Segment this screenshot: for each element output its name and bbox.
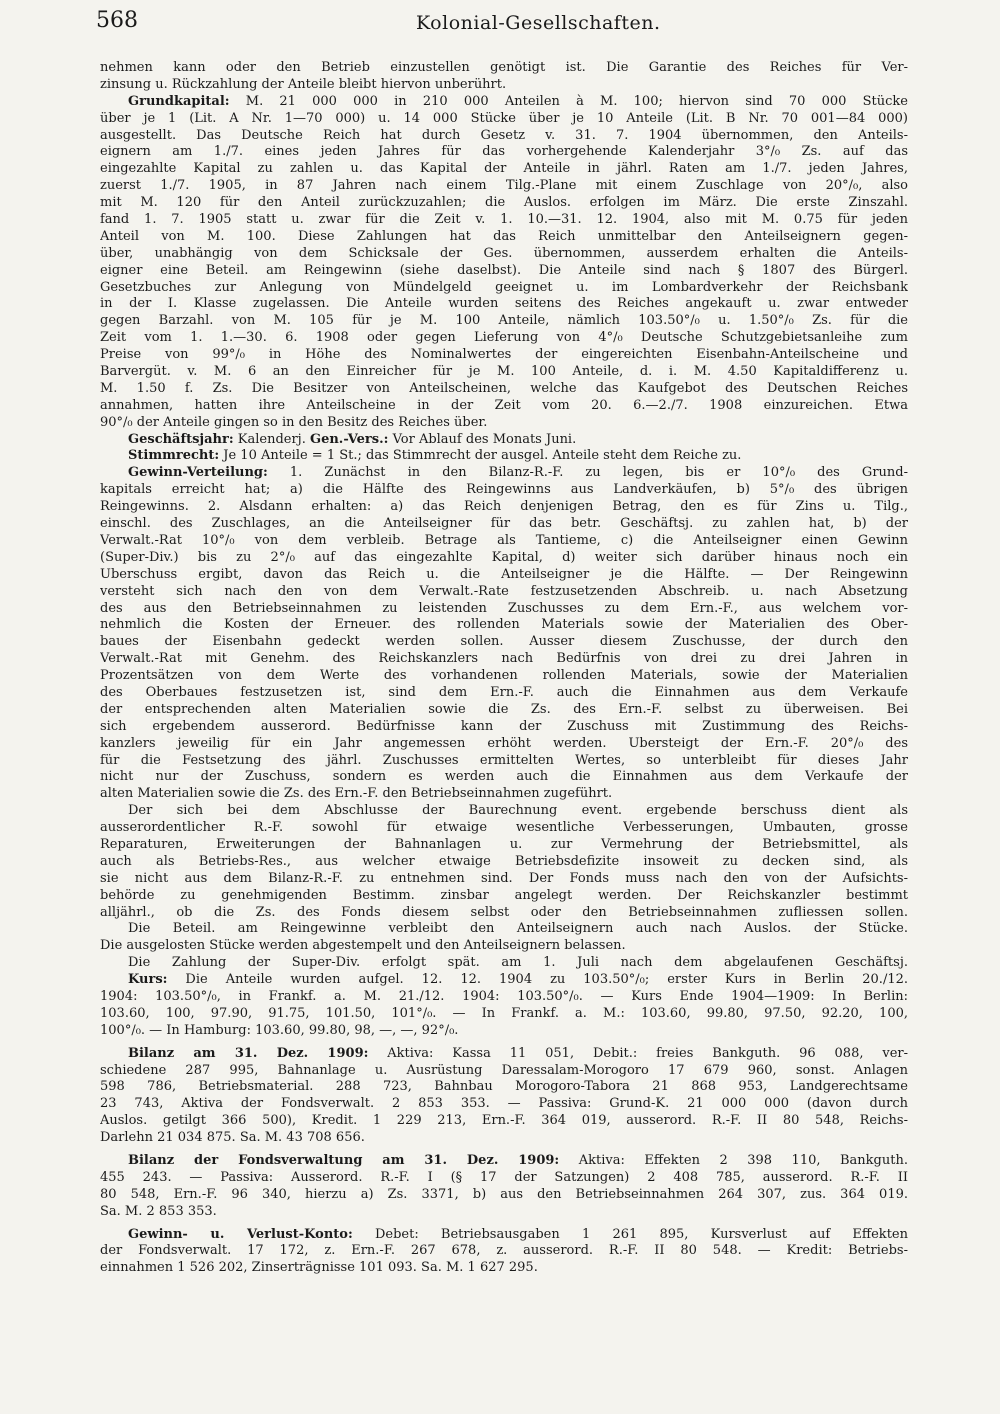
- line-text: Barvergüt. v. M. 6 an den Einreicher für je M. 100 Anteile, d. i. M. 4.50 Kapitaldifferenz u.: [100, 364, 908, 380]
- body-text: [100, 60, 908, 1277]
- line-text: 455 243. — Passiva: Ausserord. R.-F. I (§ 17 der Satzungen) 2 408 785, ausserord. R.-F. II: [100, 1169, 908, 1185]
- text-line: [100, 347, 908, 364]
- line-text: Der sich bei dem Abschlusse der Baurechnung event. ergebende berschuss dient als: [128, 803, 908, 819]
- page-number: 568: [96, 8, 138, 33]
- text-line: [100, 280, 908, 297]
- line-text: 90°/₀ der Anteile gingen so in den Besitz des Reiches über.: [100, 414, 488, 430]
- line-text: nehmlich die Kosten der Erneuer. des rollenden Materials sowie der Materialien des Ober-: [100, 617, 908, 633]
- line-text: Die Beteil. am Reingewinne verbleibt den Anteilseignern auch nach Auslos. der Stücke.: [128, 921, 908, 937]
- line-text: Prozentsätzen von dem Werte des vorhandenen rollenden Materials, sowie der Materialien: [100, 668, 908, 684]
- line-text: der entsprechenden alten Materialien sowie die Zs. des Ern.-F. selbst zu überweisen. Bei: [100, 701, 908, 717]
- text-line: [100, 415, 908, 432]
- text-line: [100, 144, 908, 161]
- text-line: [100, 685, 908, 702]
- text-line: [100, 60, 908, 77]
- page-header: [96, 4, 906, 40]
- text-line: [100, 820, 908, 837]
- line-text: Vor Ablauf des Monats Juni.: [388, 431, 577, 447]
- text-line: [100, 465, 908, 482]
- text-line: [100, 381, 908, 398]
- line-text: kanzlers jeweilig für ein Jahr angemessen erhöht werden. Übersteigt der Ern.-F. 20°/₀ des: [100, 735, 908, 751]
- text-line: [100, 702, 908, 719]
- line-text: Debet: Betriebsausgaben 1 261 895, Kursverlust auf Effekten: [352, 1226, 908, 1242]
- text-line: [100, 1006, 908, 1023]
- text-line: [100, 516, 908, 533]
- text-line: [100, 212, 908, 229]
- line-text: kapitals erreicht hat; a) die Hälfte des Reingewinns aus Landverkäufen, b) 5°/₀ des übrigen: [100, 482, 908, 498]
- line-text: für die Festsetzung des jährl. Zuschusses ermittelten Wertes, so unterbleibt für dieses Jahr: [100, 752, 908, 768]
- text-line: [100, 769, 908, 786]
- text-line: [100, 482, 908, 499]
- line-text: Darlehn 21 034 875. Sa. M. 43 708 656.: [100, 1130, 365, 1146]
- text-line: [100, 972, 908, 989]
- text-line: [100, 837, 908, 854]
- line-text: schiedene 287 995, Bahnanlage u. Ausrüstung Daressalam-Morogoro 17 679 960, sonst. Anlagen: [100, 1062, 908, 1078]
- line-text: Reparaturen, Erweiterungen der Bahnanlagen u. zur Vermehrung der Betriebsmittel, als: [100, 836, 908, 852]
- line-text: des Oberbaues festzusetzen ist, sind dem Ern.-F. auch die Einnahmen aus dem Verkaufe: [100, 684, 908, 700]
- line-text: annahmen, hatten ihre Anteilscheine in der Zeit vom 20. 6.—2./7. 1908 einzureichen. Etwa: [100, 397, 908, 413]
- line-text: Die Zahlung der Super-Div. erfolgt spät. am 1. Juli nach dem abgelaufenen Geschäftsj.: [128, 955, 908, 971]
- line-text: (Super-Div.) bis zu 2°/₀ auf das eingezahlte Kapital, d) weiter sich darüber hinaus noch ein: [100, 549, 908, 565]
- section-heading: Gewinn- u. Verlust-Konto:: [128, 1226, 353, 1242]
- text-line: [100, 1153, 908, 1170]
- line-text: nicht nur der Zuschuss, sondern es werden auch die Einnahmen aus dem Verkaufe der: [100, 769, 908, 785]
- line-text: einschl. des Zuschlages, an die Anteilseigner für das betr. Geschäftsj. zu zahlen hat, b) der: [100, 516, 908, 532]
- text-line: [100, 871, 908, 888]
- line-text: Auslos. getilgt 366 500), Kredit. 1 229 213, Ern.-F. 364 019, ausserord. R.-F. II 80 548, Reichs-: [100, 1113, 908, 1129]
- text-line: [100, 1260, 908, 1277]
- text-line: [100, 601, 908, 618]
- line-text: des aus den Betriebseinnahmen zu leistenden Zuschusses zu dem Ern.-F., aus welchem vor-: [100, 600, 908, 616]
- line-text: Verwalt.-Rat 10°/₀ von dem verbleib. Betrage als Tantieme, c) die Anteilseigner einen Gewinn: [100, 532, 908, 548]
- line-text: einnahmen 1 526 202, Zinserträgnisse 101 093. Sa. M. 1 627 295.: [100, 1260, 538, 1276]
- line-text: 100°/₀. — In Hamburg: 103.60, 99.80, 98, —, —, 92°/₀.: [100, 1022, 459, 1038]
- line-text: fand 1. 7. 1905 statt u. zwar für die Zeit v. 1. 10.—31. 12. 1904, also mit M. 0.75 für jeden: [100, 212, 908, 228]
- text-line: [100, 1204, 908, 1221]
- text-line: [100, 432, 908, 449]
- line-text: gegen Barzahl. von M. 105 für je M. 100 Anteile, nämlich 103.50°/₀ u. 1.50°/₀ Zs. für die: [100, 313, 908, 329]
- line-text: sie nicht aus dem Bilanz-R.-F. zu entnehmen sind. Der Fonds muss nach den von der Aufsichts-: [100, 870, 908, 886]
- text-line: [100, 651, 908, 668]
- line-text: zinsung u. Rückzahlung der Anteile bleibt hiervon unberührt.: [100, 76, 507, 92]
- line-text: Sa. M. 2 853 353.: [100, 1203, 217, 1219]
- line-text: alten Materialien sowie die Zs. des Ern.-F. den Betriebseinnahmen zugeführt.: [100, 786, 613, 802]
- text-line: [100, 888, 908, 905]
- line-text: versteht sich nach den von dem Verwalt.-Rate festzusetzenden Abschreib. u. nach Absetzung: [100, 583, 908, 599]
- line-text: Kalenderj.: [233, 431, 310, 447]
- text-line: [100, 567, 908, 584]
- line-text: Die ausgelosten Stücke werden abgestempelt und den Anteilseignern belassen.: [100, 938, 626, 954]
- line-text: ausserordentlicher R.-F. sowohl für etwaige wesentliche Verbesserungen, Umbauten, grosse: [100, 820, 908, 836]
- line-text: der Fondsverwalt. 17 172, z. Ern.-F. 267 678, z. ausserord. R.-F. II 80 548. — Kredit: Betriebs-: [100, 1243, 908, 1259]
- text-line: [100, 1096, 908, 1113]
- section-heading: Stimmrecht:: [128, 448, 220, 464]
- line-text: mit M. 120 für den Anteil zurückzuzahlen; die Auslos. erfolgen im März. Die erste Zinszahl.: [100, 195, 908, 211]
- text-line: [100, 617, 908, 634]
- line-text: 1904: 103.50°/₀, in Frankf. a. M. 21./12. 1904: 103.50°/₀. — Kurs Ende 1904—1909: In Berlin:: [100, 988, 908, 1004]
- text-line: [100, 195, 908, 212]
- line-text: 598 786, Betriebsmaterial. 288 723, Bahnbau Morogoro-Tabora 21 868 953, Landgerechtsame: [100, 1079, 908, 1095]
- text-line: [100, 1227, 908, 1244]
- text-line: [100, 854, 908, 871]
- text-line: [100, 719, 908, 736]
- line-text: 80 548, Ern.-F. 96 340, hierzu a) Zs. 3371, b) aus den Betriebseinnahmen 264 307, zus. 364 019.: [100, 1186, 908, 1202]
- line-text: alljährl., ob die Zs. des Fonds diesem selbst oder den Betriebseinnahmen zufliessen sollen.: [100, 904, 908, 920]
- text-line: [100, 499, 908, 516]
- text-line: [100, 296, 908, 313]
- line-text: Die Anteile wurden aufgel. 12. 12. 1904 zu 103.50°/₀; erster Kurs in Berlin 20./12.: [167, 972, 908, 988]
- section-heading: Gewinn-Verteilung:: [128, 465, 268, 481]
- line-text: über, unabhängig von dem Schicksale der Ges. übernommen, ausserdem erhalten die Anteils-: [100, 245, 908, 261]
- line-text: über je 1 (Lit. A Nr. 1—70 000) u. 14 000 Stücke über je 10 Anteile (Lit. B Nr. 70 001—84 000): [100, 110, 908, 126]
- text-line: [100, 364, 908, 381]
- line-text: nehmen kann oder den Betrieb einzustellen genötigt ist. Die Garantie des Reiches für Ver-: [100, 60, 908, 75]
- section-heading: Bilanz der Fondsverwaltung am 31. Dez. 1909:: [128, 1153, 560, 1168]
- text-line: [100, 128, 908, 145]
- text-line: [100, 550, 908, 567]
- section-heading: Kurs:: [128, 972, 168, 988]
- text-line: [100, 1063, 908, 1080]
- text-line: [100, 263, 908, 280]
- line-text: in der I. Klasse zugelassen. Die Anteile wurden seitens des Reiches angekauft u. zwar entweder: [100, 296, 908, 312]
- text-line: [100, 753, 908, 770]
- text-line: [100, 1130, 908, 1147]
- section-heading: Bilanz am 31. Dez. 1909:: [128, 1045, 369, 1061]
- text-line: [100, 111, 908, 128]
- line-text: auch als Betriebs-Res., aus welcher etwaige Betriebsdefizite insoweit zu decken sind, als: [100, 853, 908, 869]
- text-line: [100, 398, 908, 415]
- line-text: Überschuss ergibt, davon das Reich u. die Anteilseigner je die Hälfte. — Der Reingewinn: [100, 566, 908, 582]
- text-line: [100, 178, 908, 195]
- running-head: Kolonial-Gesellschaften.: [416, 12, 661, 34]
- text-line: [100, 77, 908, 94]
- text-line: [100, 584, 908, 601]
- line-text: 23 743, Aktiva der Fondsverwalt. 2 853 353. — Passiva: Grund-K. 21 000 000 (davon durch: [100, 1096, 908, 1112]
- text-line: [100, 448, 908, 465]
- text-line: [100, 1187, 908, 1204]
- text-line: [100, 921, 908, 938]
- line-text: Reingewinns. 2. Alsdann erhalten: a) das Reich denjenigen Betrag, den es für Zins u. Tilg.,: [100, 499, 908, 515]
- text-line: [100, 905, 908, 922]
- line-text: behörde zu genehmigenden Bestimm. zinsbar angelegt werden. Der Reichskanzler bestimmt: [100, 887, 908, 903]
- text-line: [100, 161, 908, 178]
- text-line: [100, 246, 908, 263]
- text-line: [100, 634, 908, 651]
- line-text: Preise von 99°/₀ in Höhe des Nominalwertes der eingereichten Eisenbahn-Anteilscheine und: [100, 347, 908, 363]
- line-text: Gesetzbuches zur Anlegung von Mündelgeld geeignet u. im Lombardverkehr der Reichsbank: [100, 279, 908, 295]
- section-heading: Geschäftsjahr:: [128, 431, 234, 447]
- text-line: [100, 803, 908, 820]
- text-line: [100, 533, 908, 550]
- text-line: [100, 786, 908, 803]
- line-text: 103.60, 100, 97.90, 91.75, 101.50, 101°/₀. — In Frankf. a. M.: 103.60, 99.80, 97.50, 92.20, 100,: [100, 1005, 908, 1021]
- line-text: eigner eine Beteil. am Reingewinn (siehe daselbst). Die Anteile sind nach § 1807 des Bürgerl.: [100, 262, 908, 278]
- text-line: [100, 313, 908, 330]
- line-text: Verwalt.-Rat mit Genehm. des Reichskanzlers nach Bedürfnis von drei zu drei Jahren in: [100, 651, 908, 667]
- line-text: Anteil von M. 100. Diese Zahlungen hat das Reich unmittelbar den Anteilseignern gegen-: [100, 228, 908, 244]
- line-text: M. 21 000 000 in 210 000 Anteilen à M. 100; hiervon sind 70 000 Stücke: [229, 93, 908, 109]
- section-heading: Gen.-Vers.:: [309, 431, 389, 447]
- line-text: sich ergebendem ausserord. Bedürfnisse kann der Zuschuss mit Zustimmung des Reichs-: [100, 718, 908, 734]
- text-line: [100, 989, 908, 1006]
- text-line: [100, 955, 908, 972]
- line-text: Aktiva: Kassa 11 051, Debit.: freies Bankguth. 96 088, ver-: [368, 1045, 908, 1061]
- line-text: Je 10 Anteile = 1 St.; das Stimmrecht der ausgel. Anteile steht dem Reiche zu.: [219, 448, 742, 464]
- section-heading: Grundkapital:: [128, 93, 230, 109]
- line-text: 1. Zunächst in den Bilanz-R.-F. zu legen, bis er 10°/₀ des Grund-: [267, 465, 908, 481]
- line-text: Zeit vom 1. 1.—30. 6. 1908 oder gegen Lieferung von 4°/₀ Deutsche Schutzgebietsanleihe zum: [100, 330, 908, 346]
- text-line: [100, 1079, 908, 1096]
- text-line: [100, 330, 908, 347]
- line-text: M. 1.50 f. Zs. Die Besitzer von Anteilscheinen, welche das Kaufgebot des Deutschen Reiches: [100, 380, 908, 396]
- line-text: baues der Eisenbahn gedeckt werden sollen. Ausser diesem Zuschusse, der durch den: [100, 634, 908, 650]
- line-text: zuerst 1./7. 1905, in 87 Jahren nach einem Tilg.-Plane mit einem Zuschlage von 20°/₀, also: [100, 178, 908, 194]
- text-line: [100, 1046, 908, 1063]
- line-text: eingezahlte Kapital zu zahlen u. das Kapital der Anteile in jährl. Raten am 1./7. jeden Jahres,: [100, 161, 908, 177]
- line-text: ausgestellt. Das Deutsche Reich hat durch Gesetz v. 31. 7. 1904 übernommen, den Anteils-: [100, 127, 908, 143]
- text-line: [100, 94, 908, 111]
- text-line: [100, 229, 908, 246]
- text-line: [100, 1243, 908, 1260]
- text-line: [100, 938, 908, 955]
- text-line: [100, 668, 908, 685]
- text-line: [100, 736, 908, 753]
- text-line: [100, 1170, 908, 1187]
- text-line: [100, 1023, 908, 1040]
- line-text: Aktiva: Effekten 2 398 110, Bankguth.: [559, 1153, 908, 1168]
- text-line: [100, 1113, 908, 1130]
- line-text: eignern am 1./7. eines jeden Jahres für das vorhergehende Kalenderjahr 3°/₀ Zs. auf das: [100, 144, 908, 160]
